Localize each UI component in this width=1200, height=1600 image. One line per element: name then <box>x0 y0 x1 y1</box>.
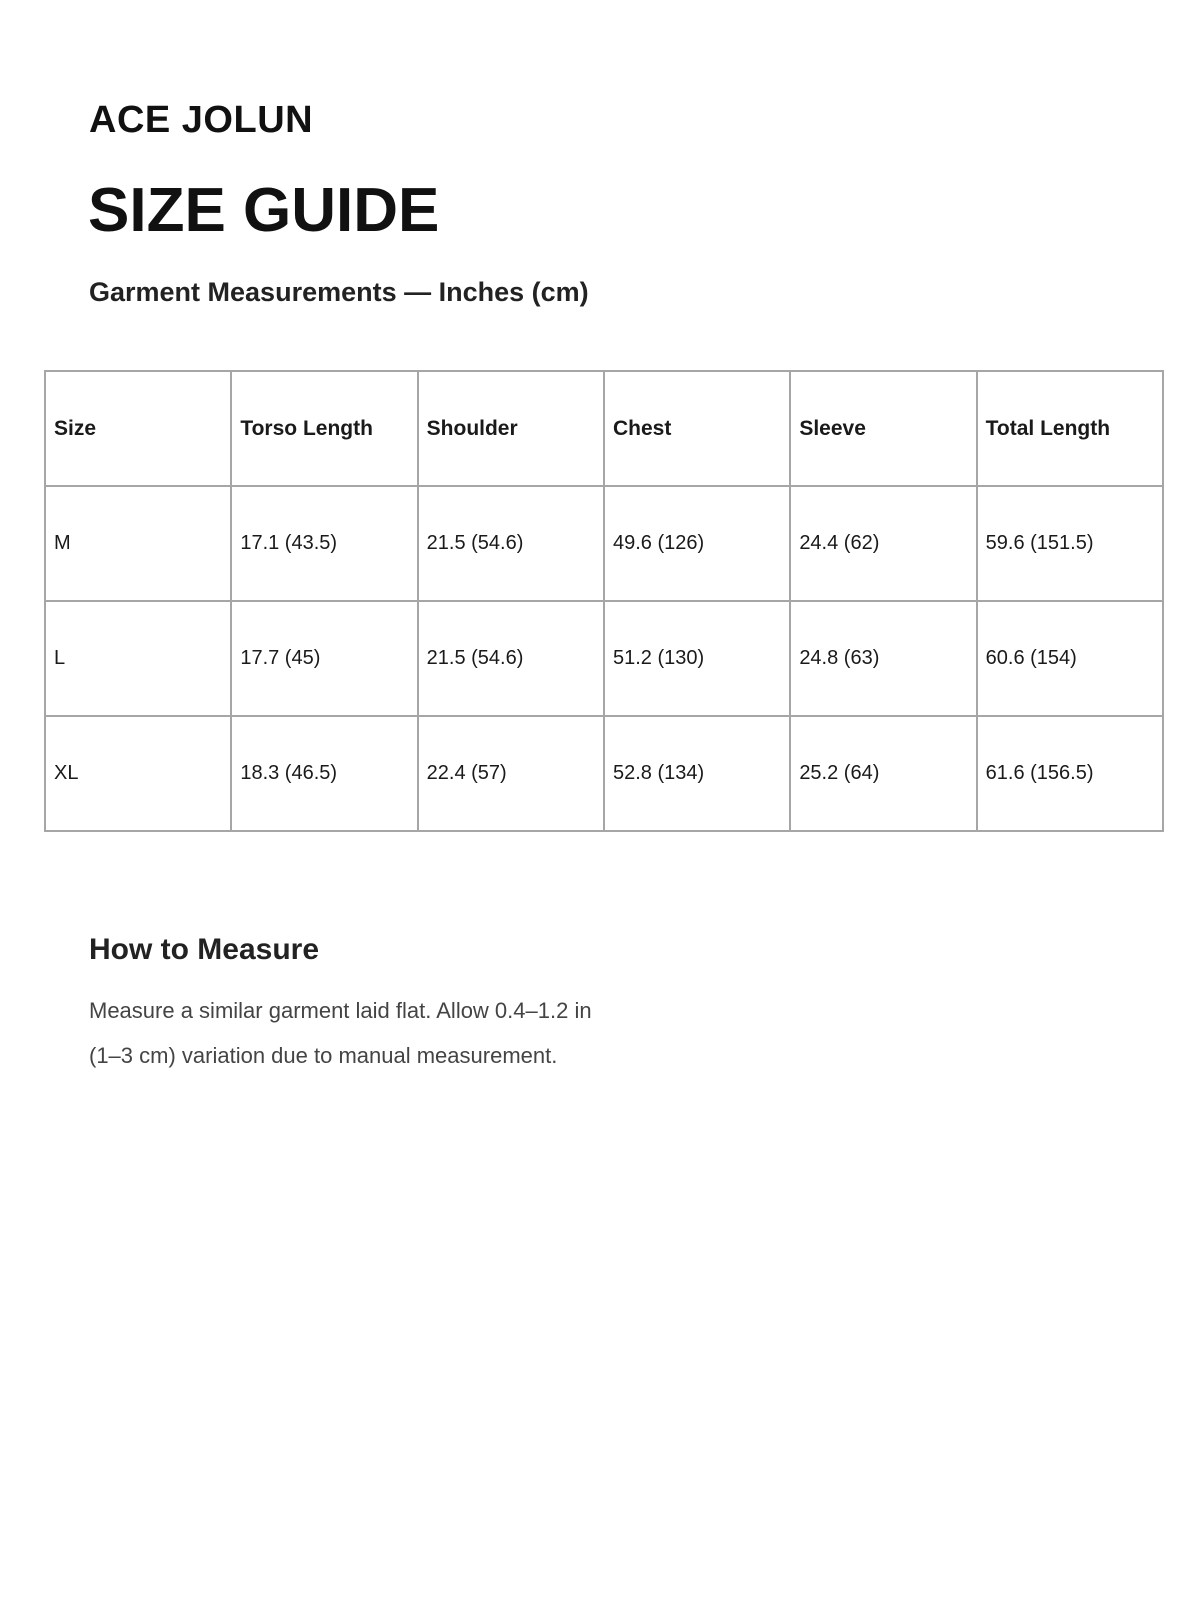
table-cell-sleeve: 25.2 (64) <box>790 716 976 831</box>
table-cell-shoulder: 21.5 (54.6) <box>418 486 604 601</box>
size-table <box>44 370 1164 832</box>
table-cell-torso-length: 17.7 (45) <box>231 601 417 716</box>
table-row <box>45 716 1163 831</box>
table-cell-size: XL <box>45 716 231 831</box>
column-header-size: Size <box>45 371 231 486</box>
page-title: SIZE GUIDE <box>88 176 440 245</box>
column-header-total-length: Total Length <box>977 371 1163 486</box>
table-subtitle: Garment Measurements — Inches (cm) <box>89 277 589 307</box>
how-to-measure-text <box>89 988 649 1078</box>
column-header-shoulder: Shoulder <box>418 371 604 486</box>
table-row <box>45 486 1163 601</box>
how-to-measure-line: Measure a similar garment laid flat. Allow 0.4–1.2 in <box>89 998 592 1023</box>
table-cell-total-length: 59.6 (151.5) <box>977 486 1163 601</box>
column-header-sleeve: Sleeve <box>790 371 976 486</box>
table-cell-sleeve: 24.4 (62) <box>790 486 976 601</box>
table-cell-sleeve: 24.8 (63) <box>790 601 976 716</box>
brand-name: ACE JOLUN <box>89 99 314 141</box>
how-to-measure-line: (1–3 cm) variation due to manual measurement. <box>89 1043 558 1068</box>
column-header-torso-length: Torso Length <box>231 371 417 486</box>
table-cell-total-length: 61.6 (156.5) <box>977 716 1163 831</box>
table-row <box>45 601 1163 716</box>
table-cell-size: L <box>45 601 231 716</box>
how-to-measure-heading: How to Measure <box>89 933 320 966</box>
table-cell-shoulder: 22.4 (57) <box>418 716 604 831</box>
table-cell-torso-length: 17.1 (43.5) <box>231 486 417 601</box>
table-cell-chest: 51.2 (130) <box>604 601 790 716</box>
table-cell-shoulder: 21.5 (54.6) <box>418 601 604 716</box>
table-header-row <box>45 371 1163 486</box>
table-cell-chest: 52.8 (134) <box>604 716 790 831</box>
table-cell-total-length: 60.6 (154) <box>977 601 1163 716</box>
table-cell-size: M <box>45 486 231 601</box>
table-cell-torso-length: 18.3 (46.5) <box>231 716 417 831</box>
column-header-chest: Chest <box>604 371 790 486</box>
table-cell-chest: 49.6 (126) <box>604 486 790 601</box>
